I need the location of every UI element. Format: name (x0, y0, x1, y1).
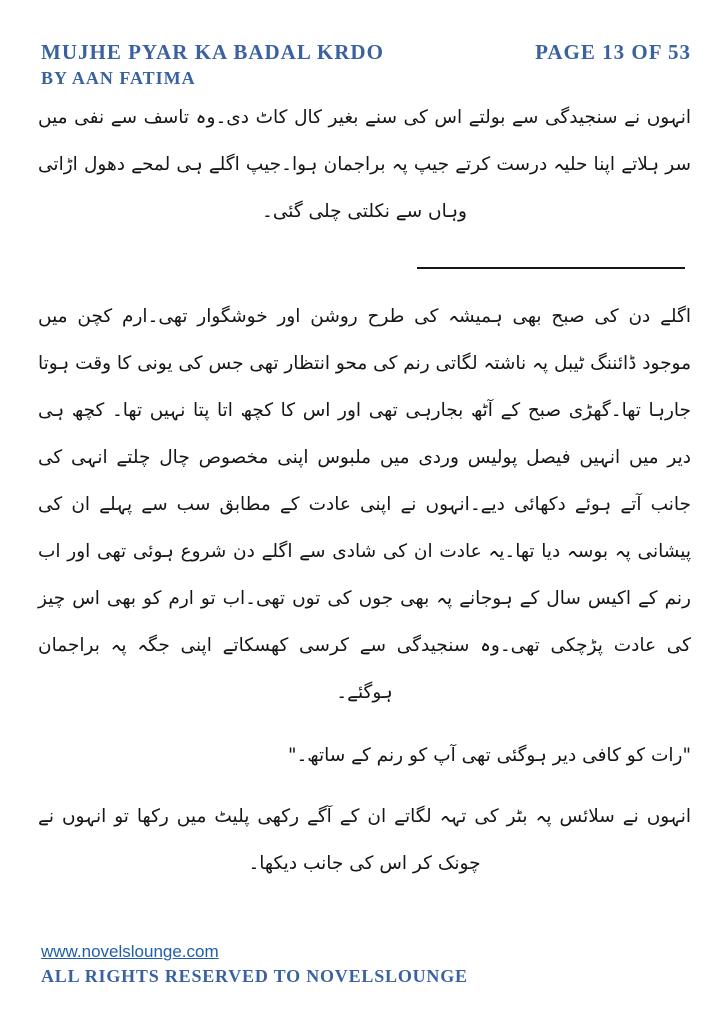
scene-separator-line (417, 267, 685, 269)
page-header (41, 41, 691, 89)
dialogue-line: "رات کو کافی دیر ہوگئی تھی آپ کو رنم کے ساتھ۔" (287, 745, 691, 766)
header-row (41, 41, 691, 64)
website-link[interactable]: www.novelslounge.com (41, 942, 219, 962)
book-title: MUJHE PYAR KA BADAL KRDO (41, 40, 384, 64)
page-body (38, 94, 691, 887)
page-indicator: PAGE 13 OF 53 (535, 40, 691, 64)
story-paragraph: اگلے دن کی صبح بھی ہمیشہ کی طرح روشن اور خوشگوار تھی۔ارم کچن میں موجود ڈائننگ ٹیبل پہ ناشتہ لگاتی رنم کی محو انتظار تھی جس کی یونی کا وقت ہوتا جارہا تھا۔گھڑی صبح کے آٹھ بجارہی تھی اور اس کا کچھ اتا پتا نہیں تھا۔ کچھ ہی دیر میں انہیں فیصل پولیس وردی میں ملبوس اپنی مخصوص چال چلتے انہی کی جانب آتے ہوئے دکھائی دیے۔انہوں نے اپنی عادت کے مطابق سب سے پہلے ان کی پیشانی پہ بوسہ دیا تھا۔یہ عادت ان کی شادی سے اگلے دن شروع ہوئی تھی اور اب رنم کے اکیس سال کے ہوجانے پہ بھی جوں کی توں تھی۔اب تو ارم کو بھی اس چیز کی عادت پڑچکی تھی۔وہ سنجیدگی سے کرسی کھسکاتے اپنی جگہ پہ براجمان ہوگئے۔ (38, 306, 691, 703)
page-footer (41, 942, 468, 988)
story-paragraph: انہوں نے سنجیدگی سے بولتے اس کی سنے بغیر کال کاٹ دی۔وہ تاسف سے نفی میں سر ہلاتے اپنا حلیہ درست کرتے جیپ پہ براجمان ہوا۔جیپ اگلے ہی لمحے دھول اڑاتی وہاں سے نکلتی چلی گئی۔ (38, 107, 691, 222)
author-line: BY AAN FATIMA (41, 68, 196, 89)
story-paragraph: انہوں نے سلائس پہ بٹر کی تہہ لگاتے ان کے آگے رکھی پلیٹ میں رکھا تو انہوں نے چونک کر اس کی جانب دیکھا۔ (38, 806, 691, 874)
rights-text: ALL RIGHTS RESERVED TO NOVELSLOUNGE (41, 965, 468, 986)
